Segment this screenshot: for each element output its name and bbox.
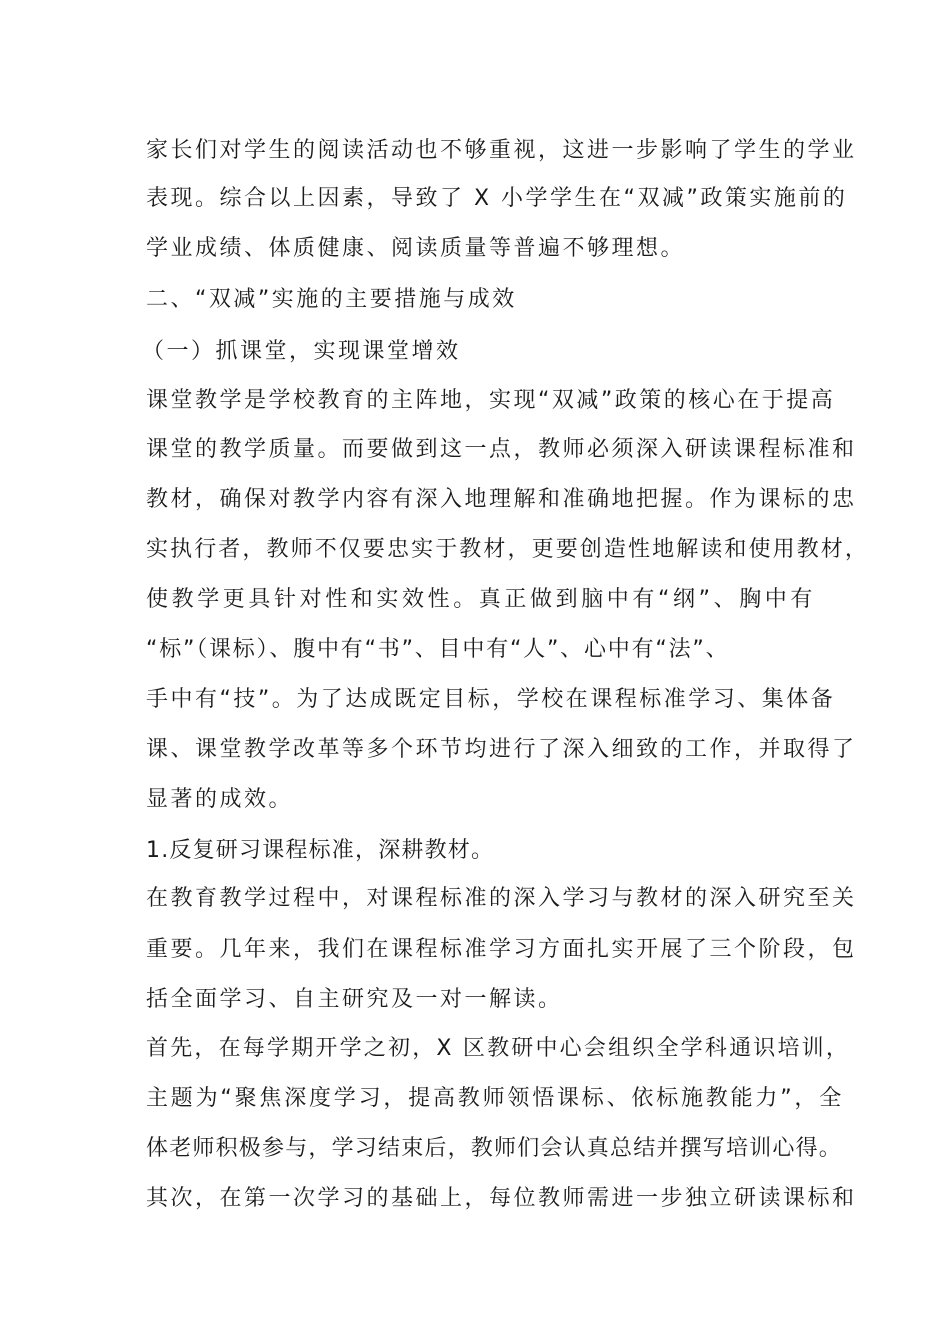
paragraph-line: 显著的成效。 (146, 787, 294, 812)
paragraph-line: 主题为“聚焦深度学习，提高教师领悟课标、依标施教能力”，全 (146, 1086, 844, 1111)
paragraph-line: 课堂的教学质量。而要做到这一点，教师必须深入研读课程标准和 (146, 437, 857, 462)
paragraph-line: 教材，确保对教学内容有深入地理解和准确地把握。作为课标的忠 (146, 487, 857, 512)
paragraph-line: 使教学更具针对性和实效性。真正做到脑中有“纲”、胸中有 (146, 587, 816, 612)
section-heading: 二、“双减”实施的主要措施与成效 (146, 287, 517, 312)
paragraph-line: 家长们对学生的阅读活动也不够重视，这进一步影响了学生的学业 (146, 138, 857, 163)
paragraph-line: 学业成绩、体质健康、阅读质量等普遍不够理想。 (146, 236, 686, 261)
item-heading: 1.反复研习课程标准，深耕教材。 (146, 838, 495, 863)
paragraph-line: 其次，在第一次学习的基础上，每位教师需进一步独立研读课标和 (146, 1186, 857, 1211)
paragraph-line: 手中有“技”。为了达成既定目标，学校在课程标准学习、集体备 (146, 687, 836, 712)
paragraph-line: 课、课堂教学改革等多个环节均进行了深入细致的工作，并取得了 (146, 737, 857, 762)
paragraph-line: 重要。几年来，我们在课程标准学习方面扎实开展了三个阶段，包 (146, 937, 857, 962)
subsection-heading: （一）抓课堂，实现课堂增效 (142, 339, 461, 364)
paragraph-line: 括全面学习、自主研究及一对一解读。 (146, 987, 563, 1012)
paragraph-line: 课堂教学是学校教育的主阵地，实现“双减”政策的核心在于提高 (146, 388, 836, 413)
paragraph-line: 实执行者，教师不仅要忠实于教材，更要创造性地解读和使用教材， (146, 537, 870, 562)
paragraph-line: 在教育教学过程中，对课程标准的深入学习与教材的深入研究至关 (146, 886, 857, 911)
paragraph-line: 首先，在每学期开学之初，X 区教研中心会组织全学科通识培训， (146, 1036, 851, 1061)
paragraph-line: “标”（课标）、腹中有“书”、目中有“人”、心中有“法”、 (146, 637, 730, 662)
paragraph-line: 体老师积极参与，学习结束后，教师们会认真总结并撰写培训心得。 (146, 1136, 843, 1161)
paragraph-line: 表现。综合以上因素，导致了 X 小学学生在“双减”政策实施前的 (146, 186, 848, 211)
